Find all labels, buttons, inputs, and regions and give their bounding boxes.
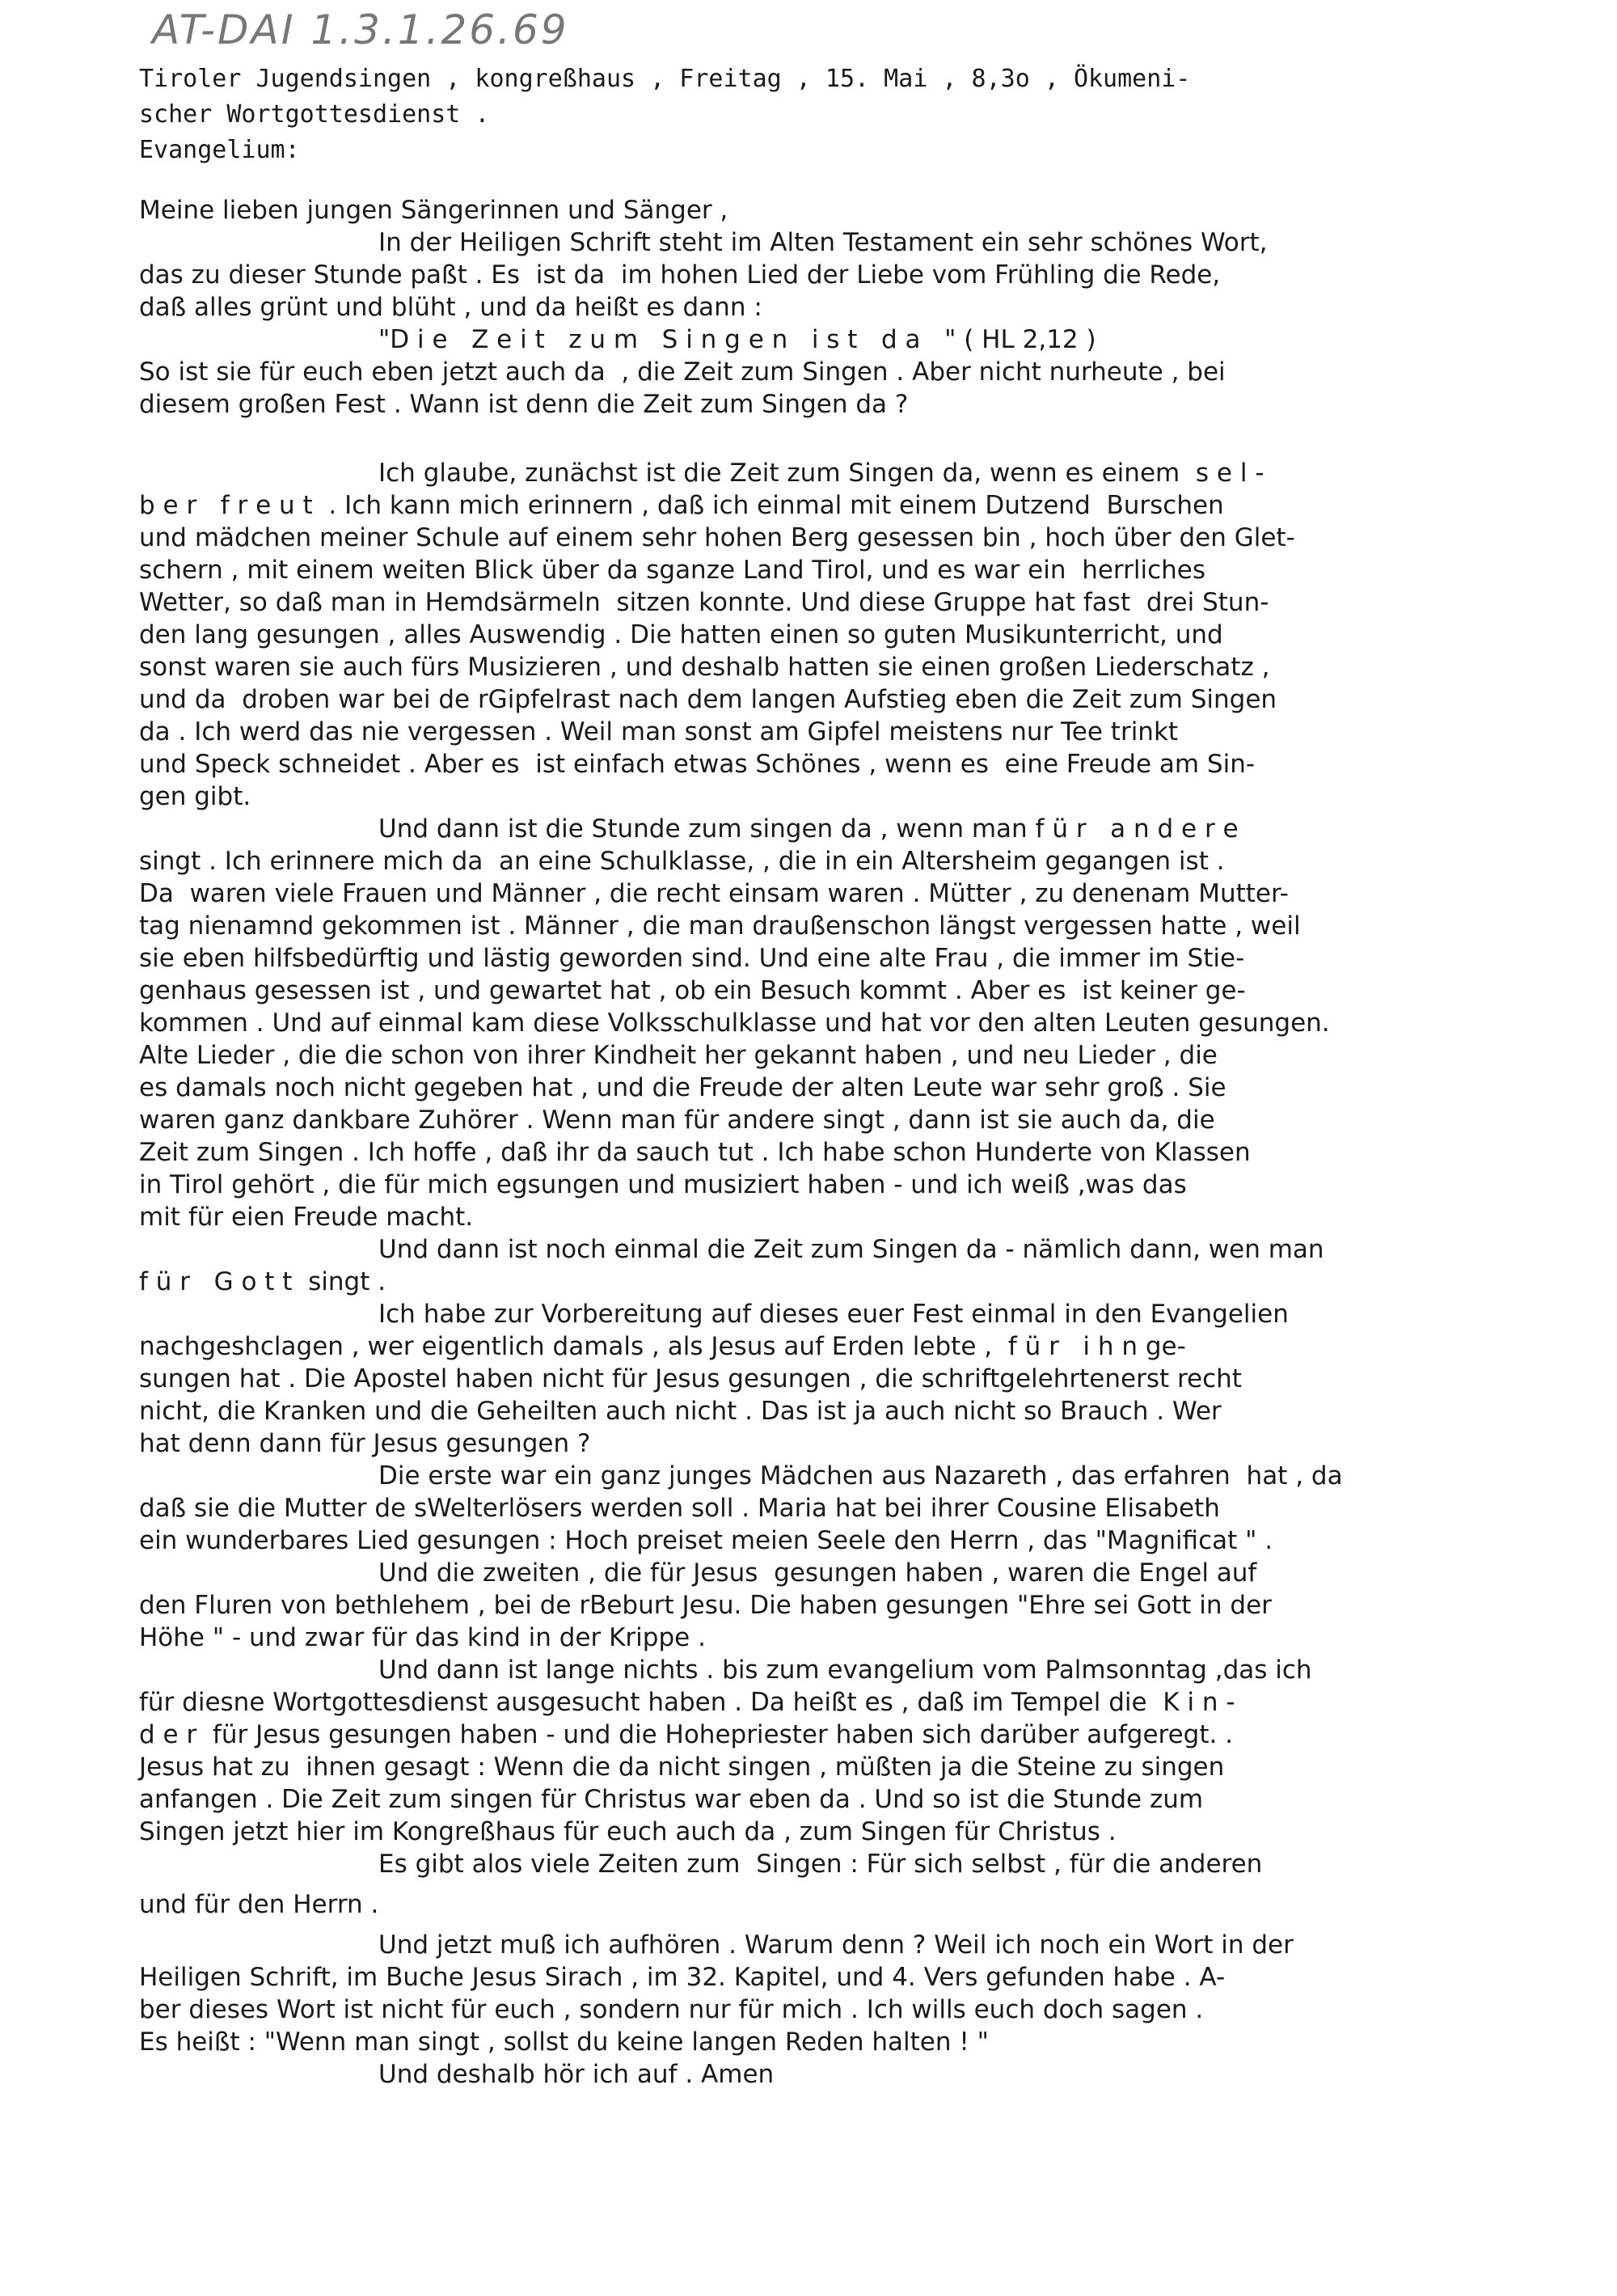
body-line: und Speck schneidet . Aber es ist einfach etwas Schönes , wenn es eine Freude am Sin- [139, 750, 1256, 779]
body-line: Heiligen Schrift, im Buche Jesus Sirach , im 32. Kapitel, und 4. Vers gefunden habe . A- [139, 1963, 1226, 1992]
body-line: tag nienamnd gekommen ist . Männer , die man draußenschon längst vergessen hatte , weil [139, 911, 1301, 941]
body-line: So ist sie für euch eben jetzt auch da , die Zeit zum Singen . Aber nicht nurheute , bei [139, 357, 1226, 387]
body-line: da . Ich werd das nie vergessen . Weil man sonst am Gipfel meistens nur Tee trinkt [139, 717, 1179, 746]
header-line: scher Wortgottesdienst . [139, 100, 490, 129]
body-line: hat denn dann für Jesus gesungen ? [139, 1429, 591, 1458]
body-line: schern , mit einem weiten Blick über da sganze Land Tirol, und es war ein herrliches [139, 556, 1205, 585]
body-line: Jesus hat zu ihnen gesagt : Wenn die da nicht singen , müßten ja die Steine zu singen [139, 1753, 1225, 1782]
body-line: und mädchen meiner Schule auf einem sehr hohen Berg gesessen bin , hoch über den Glet- [139, 523, 1295, 552]
header-line: Evangelium: [139, 136, 300, 164]
body-line: Zeit zum Singen . Ich hoffe , daß ihr da sauch tut . Ich habe schon Hunderte von Klassen [139, 1138, 1251, 1167]
body-line: nicht, die Kranken und die Geheilten auch nicht . Das ist ja auch nicht so Brauch . Wer [139, 1397, 1222, 1426]
body-line: kommen . Und auf einmal kam diese Volksschulklasse und hat vor den alten Leuten gesungen. [139, 1008, 1330, 1038]
body-line: den lang gesungen , alles Auswendig . Die hatten einen so guten Musikunterricht, und [139, 620, 1223, 649]
body-line: Und dann ist noch einmal die Zeit zum Singen da - nämlich dann, wen man [378, 1235, 1324, 1264]
body-line: und da droben war bei de rGipfelrast nach dem langen Aufstieg eben die Zeit zum Singen [139, 685, 1277, 714]
body-line: diesem großen Fest . Wann ist denn die Zeit zum Singen da ? [139, 390, 909, 419]
header-line: Tiroler Jugendsingen , kongreßhaus , Freitag , 15. Mai , 8,3o , Ökumeni- [139, 65, 1191, 93]
body-line: sungen hat . Die Apostel haben nicht für Jesus gesungen , die schriftgelehrtenerst recht [139, 1364, 1242, 1393]
body-line: Alte Lieder , die die schon von ihrer Kindheit her gekannt haben , und neu Lieder , die [139, 1041, 1218, 1070]
body-line: ber dieses Wort ist nicht für euch , sondern nur für mich . Ich wills euch doch sagen . [139, 1995, 1204, 2024]
body-line: Da waren viele Frauen und Männer , die recht einsam waren . Mütter , zu denenam Mutter- [139, 879, 1289, 908]
body-line: Ich habe zur Vorbereitung auf dieses euer Fest einmal in den Evangelien [378, 1300, 1289, 1329]
body-line: Es heißt : "Wenn man singt , sollst du keine langen Reden halten ! " [139, 2027, 989, 2057]
body-line: sonst waren sie auch fürs Musizieren , und deshalb hatten sie einen großen Liederschatz , [139, 653, 1270, 682]
body-line: in Tirol gehört , die für mich egsungen und musiziert haben - und ich weiß ,was das [139, 1170, 1187, 1199]
body-line: und für den Herrn . [139, 1890, 379, 1919]
body-line: Und jetzt muß ich aufhören . Warum denn ? Weil ich noch ein Wort in der [378, 1930, 1294, 1960]
archive-signature: AT-DAI 1.3.1.26.69 [152, 6, 569, 53]
body-line: Und die zweiten , die für Jesus gesungen haben , waren die Engel auf [378, 1558, 1257, 1588]
body-line: d e r für Jesus gesungen haben - und die Hohepriester haben sich darüber aufgeregt. . [139, 1720, 1234, 1749]
body-line: es damals noch nicht gegeben hat , und die Freude der alten Leute war sehr groß . Sie [139, 1073, 1226, 1102]
body-line: Singen jetzt hier im Kongreßhaus für euch auch da , zum Singen für Christus . [139, 1817, 1117, 1846]
body-line: Es gibt alos viele Zeiten zum Singen : Für sich selbst , für die anderen [378, 1850, 1263, 1879]
body-line: Meine lieben jungen Sängerinnen und Sänger , [139, 196, 728, 225]
body-line: waren ganz dankbare Zuhörer . Wenn man für andere singt , dann ist sie auch da, die [139, 1106, 1215, 1135]
body-line: Ich glaube, zunächst ist die Zeit zum Singen da, wenn es einem s e l - [378, 459, 1264, 488]
body-line: b e r f r e u t . Ich kann mich erinnern , daß ich einmal mit einem Dutzend Burschen [139, 491, 1224, 520]
body-line: ein wunderbares Lied gesungen : Hoch preiset meien Seele den Herrn , das "Magnificat " . [139, 1526, 1273, 1555]
body-line: "D i e Z e i t z u m S i n g e n i s t d a " ( HL 2,12 ) [378, 325, 1096, 354]
body-line: f ü r G o t t singt . [139, 1267, 386, 1296]
body-line: Und dann ist die Stunde zum singen da , wenn man f ü r a n d e r e [378, 814, 1239, 844]
body-line: Und dann ist lange nichts . bis zum evangelium vom Palmsonntag ,das ich [378, 1655, 1312, 1685]
body-line: gen gibt. [139, 782, 251, 811]
body-line: den Fluren von bethlehem , bei de rBeburt Jesu. Die haben gesungen "Ehre sei Gott in der [139, 1591, 1272, 1620]
body-line: Die erste war ein ganz junges Mädchen aus Nazareth , das erfahren hat , da [378, 1461, 1343, 1490]
body-line: daß alles grünt und blüht , und da heißt es dann : [139, 293, 762, 322]
body-line: daß sie die Mutter de sWelterlösers werden soll . Maria hat bei ihrer Cousine Elisabeth [139, 1494, 1220, 1523]
body-line: Höhe " - und zwar für das kind in der Krippe . [139, 1623, 706, 1652]
body-line: Wetter, so daß man in Hemdsärmeln sitzen konnte. Und diese Gruppe hat fast drei Stun- [139, 588, 1269, 617]
body-line: singt . Ich erinnere mich da an eine Schulklasse, , die in ein Altersheim gegangen ist . [139, 847, 1225, 876]
body-line: das zu dieser Stunde paßt . Es ist da im hohen Lied der Liebe vom Frühling die Rede, [139, 260, 1221, 290]
body-line: sie eben hilfsbedürftig und lästig geworden sind. Und eine alte Frau , die immer im Stie- [139, 944, 1245, 973]
body-line: mit für eien Freude macht. [139, 1203, 474, 1232]
body-line: In der Heiligen Schrift steht im Alten Testament ein sehr schönes Wort, [378, 228, 1268, 257]
body-line: Und deshalb hör ich auf . Amen [378, 2060, 775, 2089]
body-line: genhaus gesessen ist , und gewartet hat , ob ein Besuch kommt . Aber es ist keiner ge- [139, 976, 1246, 1005]
body-line: für diesne Wortgottesdienst ausgesucht haben . Da heißt es , daß im Tempel die K i n - [139, 1688, 1235, 1717]
body-line: nachgeshclagen , wer eigentlich damals , als Jesus auf Erden lebte , f ü r i h n ge- [139, 1332, 1186, 1361]
body-line: anfangen . Die Zeit zum singen für Christus war eben da . Und so ist die Stunde zum [139, 1785, 1204, 1814]
